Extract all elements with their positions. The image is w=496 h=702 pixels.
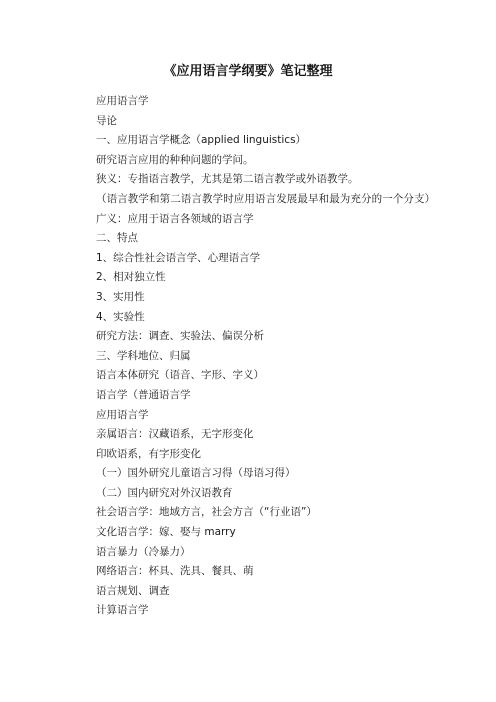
- paragraph: 3、实用性: [96, 290, 145, 303]
- paragraph: 应用语言学: [96, 95, 149, 107]
- paragraph: 狭义：专指语言教学，尤其是第二语言教学或外语教学。: [96, 173, 359, 186]
- paragraph: 研究方法：调查、实验法、偏误分析: [96, 330, 264, 343]
- paragraph: 4、实验性: [96, 310, 145, 323]
- paragraph: 语言学（普通语言学: [96, 388, 191, 401]
- paragraph: （一）国外研究儿童语言习得（母语习得）: [96, 467, 296, 480]
- paragraph: 计算语言学: [96, 604, 149, 617]
- paragraph: 广义：应用于语言各领域的语言学: [96, 212, 254, 225]
- paragraph: 三、学科地位、归属: [96, 349, 191, 362]
- paragraph: 亲属语言：汉藏语系，无字形变化: [96, 428, 254, 441]
- paragraph: 应用语言学: [96, 408, 149, 421]
- paragraph: 印欧语系，有字形变化: [96, 447, 201, 460]
- paragraph: 2、相对独立性: [96, 271, 166, 284]
- paragraph: 研究语言应用的种种问题的学问。: [96, 153, 254, 166]
- paragraph: 语言规划、调查: [96, 584, 170, 597]
- paragraph: 语言暴力（冷暴力）: [96, 545, 191, 558]
- paragraph: 导论: [96, 114, 117, 127]
- paragraph: 语言本体研究（语音、字形、字义）: [96, 369, 264, 382]
- paragraph: （二）国内研究对外汉语教育: [96, 486, 233, 499]
- paragraph: 文化语言学：嫁、娶与 marry: [96, 526, 236, 539]
- paragraph: 一、应用语言学概念（applied linguistics）: [96, 134, 307, 147]
- document-body: [78, 92, 442, 621]
- paragraph: 1、综合性社会语言学、心理语言学: [96, 251, 261, 264]
- paragraph: 网络语言：杯具、洗具、餐具、萌: [96, 565, 254, 578]
- paragraph: 社会语言学：地域方言，社会方言（“行业语”）: [96, 506, 317, 519]
- paragraph: （语言教学和第二语言教学时应用语言发展最早和最为充分的一个分支）: [96, 192, 436, 205]
- paragraph: 二、特点: [96, 232, 138, 245]
- document-title: 《应用语言学纲要》笔记整理: [163, 64, 333, 79]
